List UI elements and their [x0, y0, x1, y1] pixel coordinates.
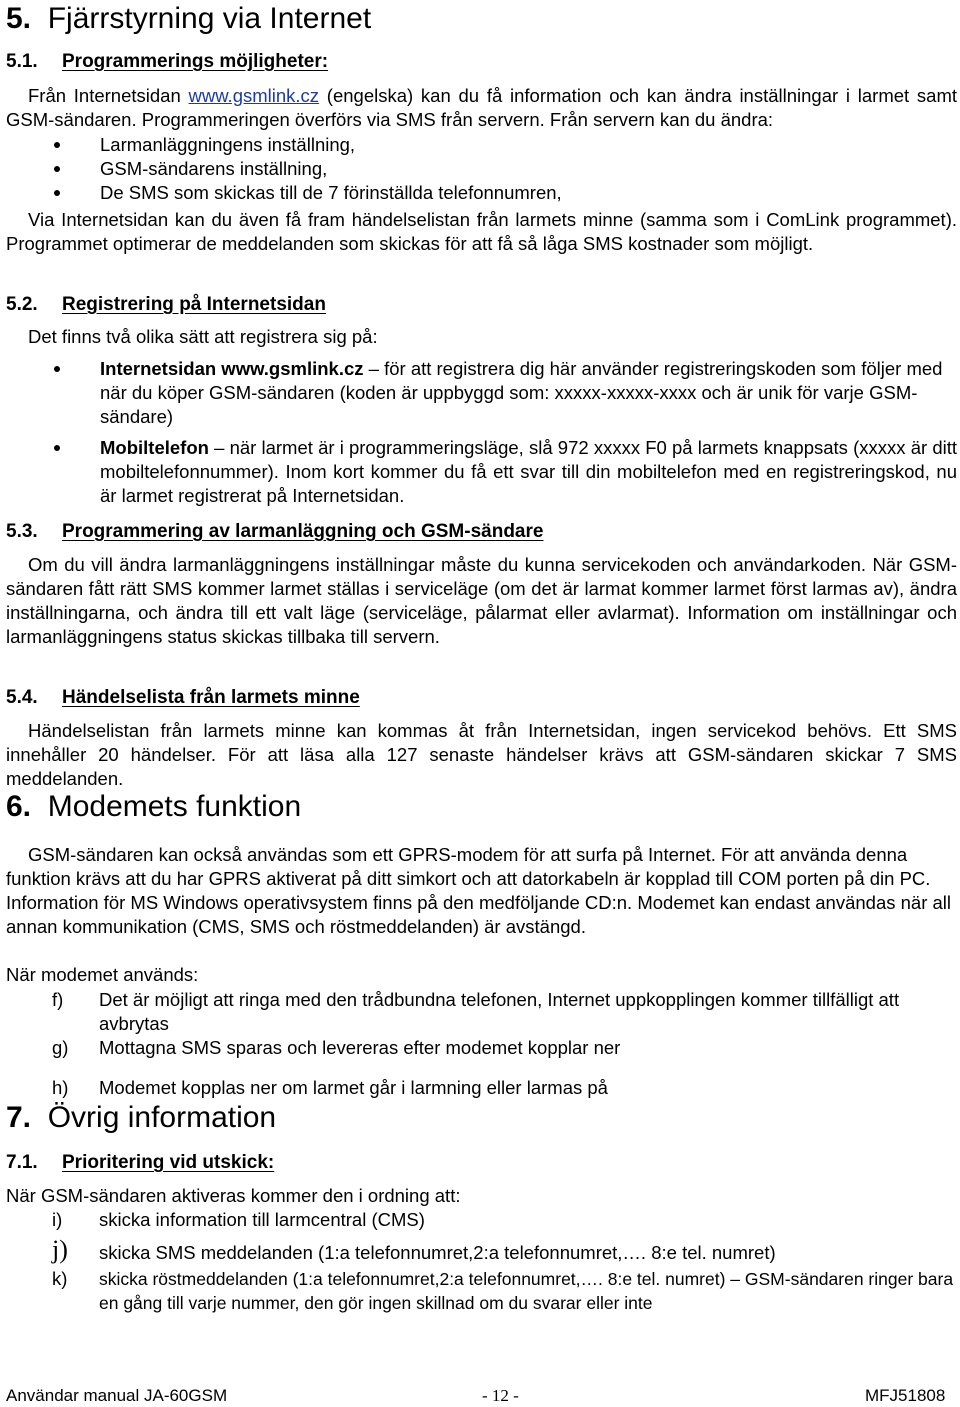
- section-5-4-paragraph: Händelselistan från larmets minne kan kommas åt från Internetsidan, ingen servicekod behövs. Ett SMS innehåller 20 händelser. För att läsa alla 127 senaste händelser krävs att GSM-sändaren skickar 7 SMS meddelanden.: [6, 720, 957, 789]
- section-5-2-intro: Det finns två olika sätt att registrera sig på:: [28, 326, 378, 347]
- section-5-2-heading: 5.2. Registrering på Internetsidan: [6, 294, 326, 315]
- section-5-3-paragraph: Om du vill ändra larmanläggningens inställningar måste du kunna servicekoden och användarkoden. När GSM-sändaren fått rätt SMS kommer larmet ställas i serviceläge (om det är larmat kommer larmet först larmas av), ändra inställningarna, och ändra till ett valt läge (serviceläge, pålarmat eller avlarmat). Information om inställningar och larmanläggningens status skickas tillbaka till servern.: [6, 554, 957, 647]
- section-7-heading: 7. Övrig information: [6, 1101, 277, 1134]
- section-7-1-intro: När GSM-sändaren aktiveras kommer den i ordning att:: [6, 1185, 461, 1206]
- bullet-icon: [54, 190, 60, 196]
- list-item: Mottagna SMS sparas och levereras efter modemet kopplar ner: [99, 1037, 621, 1058]
- gsmlink-link[interactable]: www.gsmlink.cz: [188, 85, 320, 106]
- list-item: skicka röstmeddelanden (1:a telefonnumret,2:a telefonnumret,…. 8:e tel. numret) – GSM-sändaren ringer bara en gång till varje nummer, den gör ingen skillnad om du svarar eller inte: [99, 1269, 954, 1313]
- list-item: Larmanläggningens inställning,: [100, 134, 356, 155]
- section-title: Fjärrstyrning via Internet: [47, 2, 372, 35]
- section-5-4-heading: 5.4. Händelselista från larmets minne: [6, 687, 360, 708]
- section-6-paragraph: GSM-sändaren kan också användas som ett GPRS-modem för att surfa på Internet. För att använda denna funktion krävs att du har GPRS aktiverat på ditt simkort och att datorkabeln är kopplad till COM porten på din PC. Information för MS Windows operativsystem finns på den medföljande CD:n. Modemet kan endast användas när all annan kommunikation (CMS, SMS och röstmeddelanden) är avstängd.: [6, 844, 952, 937]
- footer-doc-id: MFJ51808: [865, 1386, 946, 1405]
- section-7-1-heading: 7.1. Prioritering vid utskick:: [6, 1152, 275, 1173]
- bullet-icon: [54, 166, 60, 172]
- list-item: GSM-sändarens inställning,: [100, 158, 328, 179]
- modem-usage-intro: När modemet används:: [6, 964, 199, 985]
- list-item: Mobiltelefon – när larmet är i programmeringsläge, slå 972 xxxxx F0 på larmets knappsats (xxxxx är ditt mobiltelefonnummer). Inom kort kommer du få ett svar till din mobiltelefon med en registreringskod, nu är larmet registrerat på Internetsidan.: [100, 437, 957, 506]
- section-5-1-heading: 5.1. Programmerings möjligheter:: [6, 51, 329, 72]
- list-item: De SMS som skickas till de 7 förinställda telefonnumren,: [100, 182, 562, 203]
- list-letter: g): [52, 1037, 69, 1058]
- section-number: 5.: [6, 2, 32, 35]
- list-item: Det är möjligt att ringa med den trådbundna telefonen, Internet uppkopplingen kommer tillfälligt att avbrytas: [99, 989, 900, 1034]
- section-5-heading: [6, 2, 371, 36]
- list-letter: i): [52, 1209, 63, 1230]
- footer-manual-name: Användar manual JA-60GSM: [6, 1386, 228, 1405]
- list-letter: k): [52, 1268, 68, 1289]
- bullet-icon: [54, 366, 60, 372]
- list-item: Internetsidan www.gsmlink.cz – för att registrera dig här använder registreringskoden som följer med när du köper GSM-sändaren (koden är uppbyggd som: xxxxx-xxxxx-xxxx och är unik för varje GSM-sändare): [100, 358, 943, 427]
- list-letter: j): [52, 1235, 68, 1264]
- list-item: skicka information till larmcentral (CMS): [99, 1209, 425, 1230]
- section-6-heading: 6. Modemets funktion: [6, 790, 302, 823]
- list-letter: h): [52, 1077, 69, 1098]
- section-5-1-paragraph-2: Via Internetsidan kan du även få fram händelselistan från larmets minne (samma som i ComLink programmet). Programmet optimerar de meddelanden som skickas för att få så låga SMS kostnader som möjligt.: [6, 209, 957, 254]
- section-5-1-paragraph-1: Från Internetsidan www.gsmlink.cz (engelska) kan du få information och kan ändra inställningar i larmet samt GSM-sändaren. Programmeringen överförs via SMS från servern. Från servern kan du ändra:: [6, 85, 958, 130]
- list-item: Modemet kopplas ner om larmet går i larmning eller larmas på: [99, 1077, 608, 1098]
- list-letter: f): [52, 989, 64, 1010]
- bullet-icon: [54, 445, 60, 451]
- bullet-icon: [54, 142, 60, 148]
- section-5-3-heading: 5.3. Programmering av larmanläggning och GSM-sändare: [6, 521, 544, 542]
- footer-page-number: - 12 -: [482, 1386, 519, 1405]
- list-item: skicka SMS meddelanden (1:a telefonnumret,2:a telefonnumret,…. 8:e tel. numret): [99, 1242, 776, 1263]
